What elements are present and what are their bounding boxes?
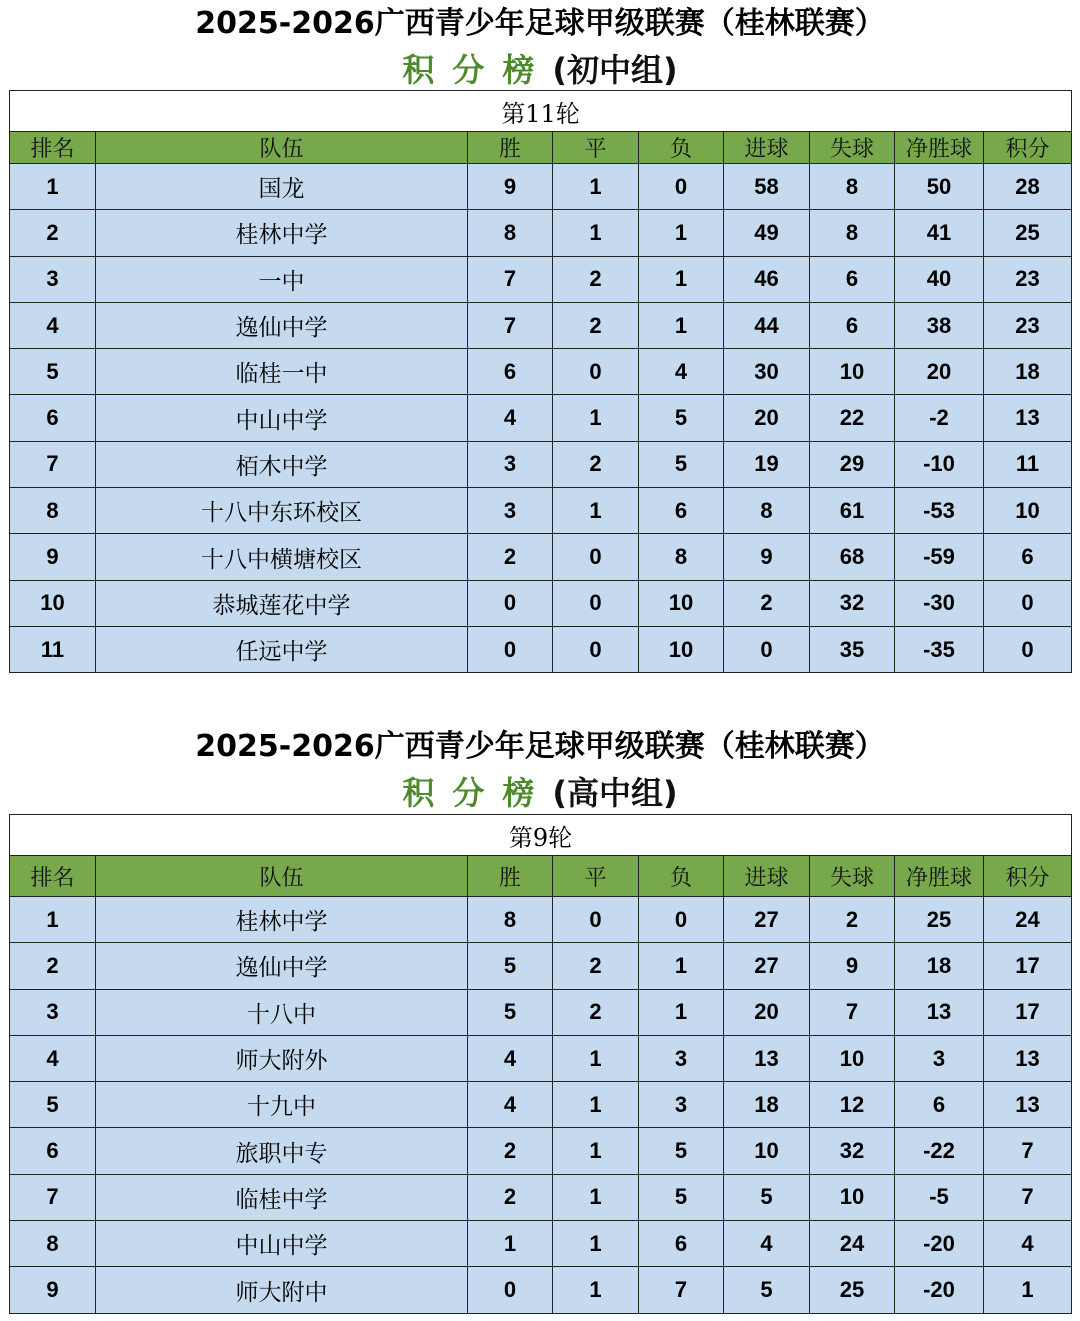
column-header: 队伍: [96, 132, 468, 164]
table-row: [10, 488, 1072, 534]
team-name-cell: 临桂中学: [96, 1174, 468, 1220]
stat-cell: 8: [639, 534, 724, 580]
team-name-cell: 临桂一中: [96, 349, 468, 395]
stat-cell: 11: [10, 626, 96, 672]
stat-cell: 24: [810, 1221, 895, 1267]
stat-cell: 2: [10, 210, 96, 256]
senior-round-label: 第9轮: [10, 815, 1072, 856]
team-name-cell: 十八中东环校区: [96, 488, 468, 534]
stat-cell: 6: [639, 488, 724, 534]
stat-cell: 10: [724, 1128, 810, 1174]
stat-cell: 4: [639, 349, 724, 395]
stat-cell: -22: [895, 1128, 984, 1174]
stat-cell: 13: [984, 1035, 1072, 1081]
stat-cell: 4: [468, 1035, 553, 1081]
stat-cell: 5: [639, 1128, 724, 1174]
stat-cell: 13: [984, 395, 1072, 441]
table-row: [10, 989, 1072, 1035]
team-name-cell: 桂林中学: [96, 210, 468, 256]
stat-cell: 40: [895, 256, 984, 302]
stat-cell: 8: [468, 210, 553, 256]
stat-cell: 49: [724, 210, 810, 256]
stat-cell: 0: [468, 580, 553, 626]
stat-cell: 7: [984, 1174, 1072, 1220]
stat-cell: 3: [895, 1035, 984, 1081]
table-row: [10, 1128, 1072, 1174]
senior-standings-table: [9, 814, 1072, 1314]
stat-cell: 13: [984, 1082, 1072, 1128]
stat-cell: 5: [10, 349, 96, 395]
team-name-cell: 十九中: [96, 1082, 468, 1128]
junior-standings-subtitle: [0, 48, 1080, 92]
stat-cell: 3: [639, 1082, 724, 1128]
stat-cell: 7: [468, 256, 553, 302]
stat-cell: 8: [724, 488, 810, 534]
team-name-cell: 师大附中: [96, 1267, 468, 1313]
stat-cell: 24: [984, 897, 1072, 943]
stat-cell: 0: [553, 534, 639, 580]
stat-cell: 1: [10, 164, 96, 210]
column-header: 积分: [984, 856, 1072, 897]
junior-group-label: (初中组): [552, 51, 678, 89]
stat-cell: 2: [553, 943, 639, 989]
stat-cell: 1: [553, 1267, 639, 1313]
stat-cell: 0: [984, 580, 1072, 626]
junior-standings-table: [9, 90, 1072, 673]
senior-group-label: (高中组): [552, 774, 678, 812]
stat-cell: 1: [10, 897, 96, 943]
stat-cell: 29: [810, 441, 895, 487]
stat-cell: 8: [10, 1221, 96, 1267]
stat-cell: 6: [639, 1221, 724, 1267]
team-name-cell: 十八中: [96, 989, 468, 1035]
stat-cell: 2: [10, 943, 96, 989]
stat-cell: 27: [724, 897, 810, 943]
stat-cell: 35: [810, 626, 895, 672]
stat-cell: -59: [895, 534, 984, 580]
stat-cell: -5: [895, 1174, 984, 1220]
stat-cell: 1: [639, 989, 724, 1035]
team-name-cell: 师大附外: [96, 1035, 468, 1081]
stat-cell: 4: [468, 395, 553, 441]
team-name-cell: 中山中学: [96, 1221, 468, 1267]
table-row: [10, 349, 1072, 395]
stat-cell: 5: [468, 989, 553, 1035]
stat-cell: 1: [639, 302, 724, 348]
stat-cell: 0: [553, 349, 639, 395]
senior-header-row: [10, 856, 1072, 897]
table-row: [10, 1035, 1072, 1081]
column-header: 进球: [724, 856, 810, 897]
table-row: [10, 256, 1072, 302]
stat-cell: 17: [984, 989, 1072, 1035]
team-name-cell: 中山中学: [96, 395, 468, 441]
stat-cell: 46: [724, 256, 810, 302]
stat-cell: 1: [639, 210, 724, 256]
stat-cell: 5: [639, 441, 724, 487]
stat-cell: 1: [553, 164, 639, 210]
stat-cell: 5: [10, 1082, 96, 1128]
column-header: 排名: [10, 856, 96, 897]
stat-cell: 0: [639, 897, 724, 943]
stat-cell: 25: [895, 897, 984, 943]
team-name-cell: 国龙: [96, 164, 468, 210]
stat-cell: 1: [553, 395, 639, 441]
column-header: 队伍: [96, 856, 468, 897]
senior-standings-label: 积分榜: [402, 774, 553, 812]
team-name-cell: 十八中横塘校区: [96, 534, 468, 580]
stat-cell: 6: [984, 534, 1072, 580]
stat-cell: 3: [639, 1035, 724, 1081]
stat-cell: 4: [10, 302, 96, 348]
stat-cell: 18: [724, 1082, 810, 1128]
column-header: 排名: [10, 132, 96, 164]
stat-cell: 1: [639, 943, 724, 989]
stat-cell: 5: [639, 395, 724, 441]
stat-cell: 11: [984, 441, 1072, 487]
table-row: [10, 1174, 1072, 1220]
junior-header-row: [10, 132, 1072, 164]
column-header: 失球: [810, 132, 895, 164]
senior-standings-subtitle: [0, 771, 1080, 815]
stat-cell: 10: [639, 626, 724, 672]
stat-cell: -2: [895, 395, 984, 441]
stat-cell: 6: [10, 395, 96, 441]
stat-cell: 20: [895, 349, 984, 395]
stat-cell: 30: [724, 349, 810, 395]
table-row: [10, 210, 1072, 256]
team-name-cell: 一中: [96, 256, 468, 302]
stat-cell: 17: [984, 943, 1072, 989]
stat-cell: -35: [895, 626, 984, 672]
stat-cell: 1: [553, 1174, 639, 1220]
table-row: [10, 626, 1072, 672]
stat-cell: 9: [468, 164, 553, 210]
stat-cell: 2: [553, 989, 639, 1035]
stat-cell: 10: [984, 488, 1072, 534]
stat-cell: 3: [468, 488, 553, 534]
stat-cell: 0: [468, 1267, 553, 1313]
table-row: [10, 897, 1072, 943]
stat-cell: 10: [810, 1035, 895, 1081]
stat-cell: -20: [895, 1221, 984, 1267]
stat-cell: 6: [810, 256, 895, 302]
table-row: [10, 943, 1072, 989]
stat-cell: 4: [984, 1221, 1072, 1267]
stat-cell: 1: [553, 210, 639, 256]
table-row: [10, 1221, 1072, 1267]
stat-cell: 6: [810, 302, 895, 348]
stat-cell: 2: [810, 897, 895, 943]
stat-cell: 18: [984, 349, 1072, 395]
junior-round-label: 第11轮: [10, 91, 1072, 132]
stat-cell: 6: [10, 1128, 96, 1174]
stat-cell: 61: [810, 488, 895, 534]
stat-cell: 2: [468, 1174, 553, 1220]
stat-cell: 25: [810, 1267, 895, 1313]
stat-cell: 0: [553, 897, 639, 943]
stat-cell: 10: [810, 349, 895, 395]
stat-cell: 2: [468, 1128, 553, 1174]
team-name-cell: 栢木中学: [96, 441, 468, 487]
column-header: 负: [639, 132, 724, 164]
stat-cell: 9: [810, 943, 895, 989]
stat-cell: -30: [895, 580, 984, 626]
table-row: [10, 1267, 1072, 1313]
table-row: [10, 395, 1072, 441]
stat-cell: 32: [810, 1128, 895, 1174]
stat-cell: 10: [810, 1174, 895, 1220]
stat-cell: 9: [10, 534, 96, 580]
stat-cell: 4: [724, 1221, 810, 1267]
stat-cell: 38: [895, 302, 984, 348]
column-header: 平: [553, 856, 639, 897]
stat-cell: 44: [724, 302, 810, 348]
stat-cell: 9: [10, 1267, 96, 1313]
stat-cell: 27: [724, 943, 810, 989]
stat-cell: 41: [895, 210, 984, 256]
stat-cell: 1: [468, 1221, 553, 1267]
table-row: [10, 580, 1072, 626]
stat-cell: 20: [724, 989, 810, 1035]
stat-cell: 9: [724, 534, 810, 580]
junior-standings-label: 积分榜: [402, 51, 553, 89]
stat-cell: 3: [10, 989, 96, 1035]
stat-cell: 28: [984, 164, 1072, 210]
stat-cell: 50: [895, 164, 984, 210]
stat-cell: 5: [724, 1267, 810, 1313]
stat-cell: 7: [10, 441, 96, 487]
stat-cell: 23: [984, 302, 1072, 348]
column-header: 失球: [810, 856, 895, 897]
stat-cell: 18: [895, 943, 984, 989]
stat-cell: 4: [468, 1082, 553, 1128]
column-header: 净胜球: [895, 856, 984, 897]
stat-cell: 2: [553, 441, 639, 487]
column-header: 进球: [724, 132, 810, 164]
team-name-cell: 逸仙中学: [96, 943, 468, 989]
column-header: 积分: [984, 132, 1072, 164]
team-name-cell: 桂林中学: [96, 897, 468, 943]
stat-cell: 2: [468, 534, 553, 580]
team-name-cell: 逸仙中学: [96, 302, 468, 348]
stat-cell: -10: [895, 441, 984, 487]
stat-cell: 8: [810, 164, 895, 210]
table-row: [10, 441, 1072, 487]
stat-cell: 8: [810, 210, 895, 256]
stat-cell: 7: [984, 1128, 1072, 1174]
stat-cell: 10: [10, 580, 96, 626]
stat-cell: 68: [810, 534, 895, 580]
stat-cell: 7: [639, 1267, 724, 1313]
stat-cell: -20: [895, 1267, 984, 1313]
stat-cell: 0: [984, 626, 1072, 672]
stat-cell: 5: [639, 1174, 724, 1220]
stat-cell: 10: [639, 580, 724, 626]
senior-league-title: 2025-2026广西青少年足球甲级联赛（桂林联赛）: [195, 729, 885, 764]
stat-cell: 1: [553, 488, 639, 534]
stat-cell: 6: [895, 1082, 984, 1128]
stat-cell: 8: [468, 897, 553, 943]
stat-cell: 1: [553, 1221, 639, 1267]
stat-cell: 19: [724, 441, 810, 487]
stat-cell: 2: [724, 580, 810, 626]
stat-cell: 3: [468, 441, 553, 487]
column-header: 胜: [468, 132, 553, 164]
stat-cell: 5: [724, 1174, 810, 1220]
stat-cell: 3: [10, 256, 96, 302]
table-row: [10, 164, 1072, 210]
team-name-cell: 任远中学: [96, 626, 468, 672]
stat-cell: 13: [895, 989, 984, 1035]
stat-cell: 20: [724, 395, 810, 441]
stat-cell: 4: [10, 1035, 96, 1081]
stat-cell: 7: [810, 989, 895, 1035]
column-header: 净胜球: [895, 132, 984, 164]
stat-cell: 0: [553, 626, 639, 672]
table-row: [10, 302, 1072, 348]
stat-cell: 1: [984, 1267, 1072, 1313]
column-header: 负: [639, 856, 724, 897]
stat-cell: 1: [553, 1082, 639, 1128]
stat-cell: 23: [984, 256, 1072, 302]
table-row: [10, 1082, 1072, 1128]
stat-cell: 0: [724, 626, 810, 672]
stat-cell: 22: [810, 395, 895, 441]
column-header: 平: [553, 132, 639, 164]
stat-cell: 8: [10, 488, 96, 534]
junior-league-title: 2025-2026广西青少年足球甲级联赛（桂林联赛）: [195, 6, 885, 41]
stat-cell: 2: [553, 256, 639, 302]
team-name-cell: 恭城莲花中学: [96, 580, 468, 626]
stat-cell: 7: [10, 1174, 96, 1220]
stat-cell: 0: [468, 626, 553, 672]
stat-cell: 2: [553, 302, 639, 348]
table-row: [10, 534, 1072, 580]
stat-cell: 25: [984, 210, 1072, 256]
stat-cell: 7: [468, 302, 553, 348]
stat-cell: 1: [639, 256, 724, 302]
column-header: 胜: [468, 856, 553, 897]
stat-cell: -53: [895, 488, 984, 534]
stat-cell: 13: [724, 1035, 810, 1081]
team-name-cell: 旅职中专: [96, 1128, 468, 1174]
stat-cell: 6: [468, 349, 553, 395]
stat-cell: 1: [553, 1128, 639, 1174]
stat-cell: 5: [468, 943, 553, 989]
stat-cell: 1: [553, 1035, 639, 1081]
stat-cell: 0: [553, 580, 639, 626]
stat-cell: 12: [810, 1082, 895, 1128]
stat-cell: 32: [810, 580, 895, 626]
stat-cell: 0: [639, 164, 724, 210]
stat-cell: 58: [724, 164, 810, 210]
